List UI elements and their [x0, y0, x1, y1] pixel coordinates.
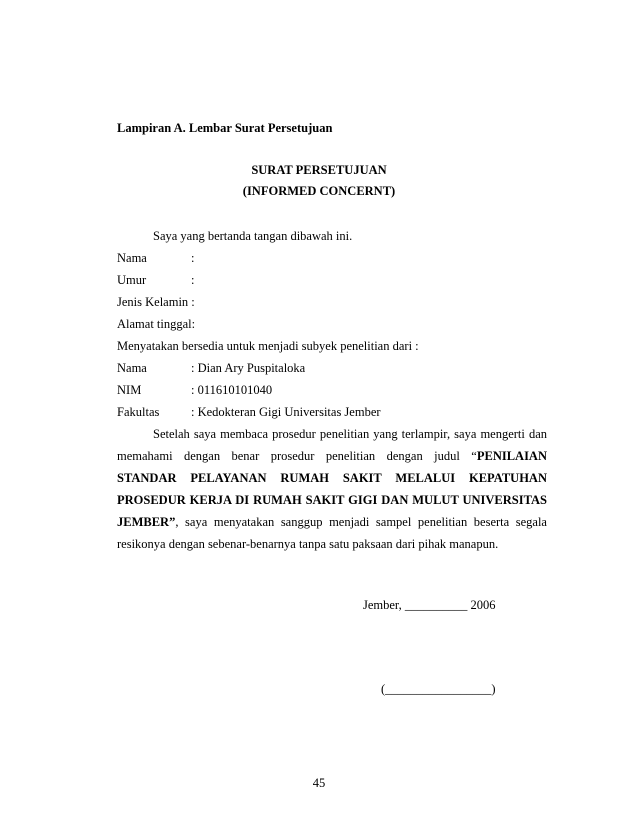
- participant-name-label: Nama: [117, 251, 147, 265]
- researcher-faculty-label: Fakultas: [117, 405, 160, 419]
- signature-place-date: Jember, __________ 2006: [363, 598, 496, 612]
- researcher-nim-label: NIM: [117, 383, 142, 397]
- researcher-name-label: Nama: [117, 361, 147, 375]
- participant-gender-colon: :: [191, 295, 195, 309]
- participant-name-colon: :: [191, 251, 195, 265]
- intro-text: Saya yang bertanda tangan dibawah ini.: [153, 229, 353, 243]
- researcher-name-row: [117, 360, 305, 376]
- body-line-1: Setelah saya membaca prosedur penelitian yang terlampir, saya mengerti dan: [153, 427, 547, 441]
- statement-text: Menyatakan bersedia untuk menjadi subyek penelitian dari :: [117, 339, 419, 353]
- page-number: 45: [312, 776, 326, 790]
- participant-age-row: [117, 272, 194, 288]
- body-line-5: [117, 514, 547, 530]
- appendix-title: Lampiran A. Lembar Surat Persetujuan: [117, 121, 333, 135]
- research-title-line-2: STANDAR PELAYANAN RUMAH SAKIT MELALUI KEPATUHAN: [117, 471, 547, 485]
- body-line-6: resikonya dengan sebenar-benarnya tanpa satu paksaan dari pihak manapun.: [117, 537, 499, 551]
- participant-age-colon: :: [191, 273, 195, 287]
- body-line-2: [117, 448, 547, 464]
- signature-name-blank: (_________________): [381, 682, 496, 696]
- research-title-line-3: PROSEDUR KERJA DI RUMAH SAKIT GIGI DAN MULUT UNIVERSITAS: [117, 493, 547, 507]
- researcher-nim-value: : 011610101040: [191, 383, 273, 397]
- participant-gender-row: [117, 294, 195, 310]
- participant-address-label: Alamat tinggal:: [117, 317, 196, 331]
- participant-age-label: Umur: [117, 273, 147, 287]
- researcher-faculty-row: [117, 404, 381, 420]
- body-line-5-text: , saya menyatakan sanggup menjadi sampel penelitian beserta segala: [175, 515, 547, 529]
- body-line-2-text: memahami dengan benar prosedur penelitian dengan judul “: [117, 449, 477, 463]
- researcher-faculty-value: : Kedokteran Gigi Universitas Jember: [191, 405, 381, 419]
- participant-name-row: [117, 250, 194, 266]
- research-title-end: JEMBER”: [117, 515, 176, 529]
- research-title-start: PENILAIAN: [476, 449, 547, 463]
- letter-subtitle: (INFORMED CONCERNT): [242, 184, 396, 198]
- researcher-name-value: : Dian Ary Puspitaloka: [191, 361, 306, 375]
- letter-title: SURAT PERSETUJUAN: [251, 163, 387, 177]
- participant-gender-label: Jenis Kelamin: [117, 295, 189, 309]
- researcher-nim-row: [117, 382, 272, 398]
